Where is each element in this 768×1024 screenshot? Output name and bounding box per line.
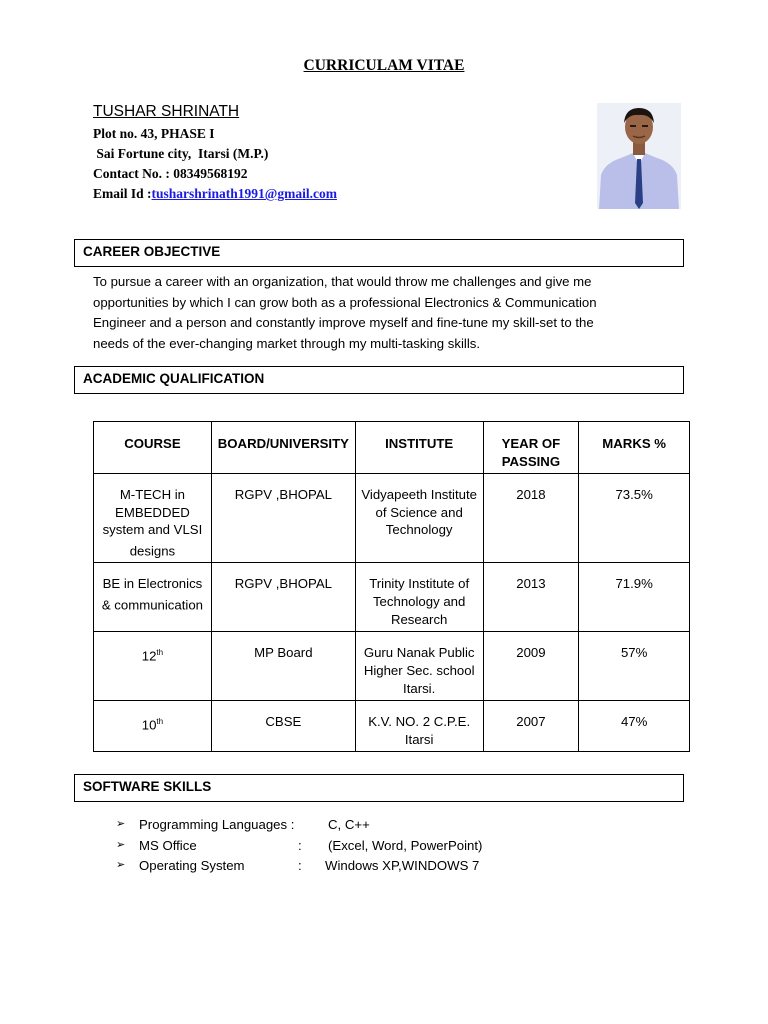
cell-institute: Guru Nanak Public Higher Sec. school Itarsi. bbox=[355, 632, 483, 701]
header-institute: INSTITUTE bbox=[355, 422, 483, 474]
header-marks: MARKS % bbox=[579, 422, 690, 474]
cell-marks: 71.9% bbox=[579, 563, 690, 632]
cell-board: MP Board bbox=[211, 632, 355, 701]
email-label: Email Id : bbox=[93, 186, 152, 201]
cell-institute: Vidyapeeth Institute of Science and Technology bbox=[355, 474, 483, 563]
software-skills-heading: SOFTWARE SKILLS bbox=[74, 774, 684, 802]
profile-photo-icon bbox=[597, 103, 681, 209]
table-row bbox=[94, 563, 690, 632]
skill-colon: : bbox=[298, 837, 302, 853]
qualification-table bbox=[93, 421, 690, 752]
cell-year: 2013 bbox=[483, 563, 579, 632]
cell-marks: 57% bbox=[579, 632, 690, 701]
objective-line: To pursue a career with an organization, that would throw me challenges and give me bbox=[93, 274, 592, 289]
cell-course: 10th bbox=[94, 701, 212, 751]
cell-marks: 73.5% bbox=[579, 474, 690, 563]
skill-value: (Excel, Word, PowerPoint) bbox=[328, 837, 483, 853]
contact-label: Contact No. : bbox=[93, 166, 174, 181]
header-board: BOARD/UNIVERSITY bbox=[211, 422, 355, 474]
cell-board: RGPV ,BHOPAL bbox=[211, 474, 355, 563]
cell-institute: Trinity Institute of Technology and Research bbox=[355, 563, 483, 632]
objective-line: opportunities by which I can grow both as a professional Electronics & Communication bbox=[93, 294, 597, 310]
arrow-bullet-icon: ➢ bbox=[116, 818, 126, 830]
cell-board: CBSE bbox=[211, 701, 355, 751]
career-objective-heading: CAREER OBJECTIVE bbox=[74, 239, 684, 267]
profile-photo bbox=[597, 103, 681, 209]
email-link[interactable]: tusharshrinath1991@gmail.com bbox=[151, 186, 337, 201]
cell-year: 2018 bbox=[483, 474, 579, 563]
cell-course: BE in Electronics & communication bbox=[94, 563, 212, 632]
cell-year: 2007 bbox=[483, 701, 579, 751]
cell-institute: K.V. NO. 2 C.P.E. Itarsi bbox=[355, 701, 483, 751]
table-row bbox=[94, 632, 690, 701]
address-line-2: Sai Fortune city, Itarsi (M.P.) bbox=[93, 146, 269, 161]
skill-label: Programming Languages : bbox=[139, 817, 295, 832]
cell-year: 2009 bbox=[483, 632, 579, 701]
academic-qualification-heading: ACADEMIC QUALIFICATION bbox=[74, 366, 684, 394]
skill-label: MS Office bbox=[139, 837, 197, 853]
objective-line: Engineer and a person and constantly improve myself and fine-tune my skill-set to the bbox=[93, 315, 594, 331]
career-objective-text bbox=[93, 272, 653, 354]
cell-course: 12th bbox=[94, 632, 212, 701]
skill-label: Operating System bbox=[139, 858, 245, 873]
arrow-bullet-icon: ➢ bbox=[116, 838, 126, 851]
candidate-name: TUSHAR SHRINATH bbox=[93, 103, 240, 120]
email-line bbox=[93, 186, 337, 202]
table-row bbox=[94, 701, 690, 751]
cell-marks: 47% bbox=[579, 701, 690, 751]
header-year: YEAR OF PASSING bbox=[483, 422, 579, 474]
contact-number bbox=[93, 166, 248, 182]
contact-value: 08349568192 bbox=[173, 166, 248, 181]
skill-colon: : bbox=[298, 858, 302, 873]
arrow-bullet-icon: ➢ bbox=[116, 859, 126, 871]
table-header-row bbox=[94, 422, 690, 474]
header-course: COURSE bbox=[94, 422, 212, 474]
cell-course: M-TECH in EMBEDDED system and VLSI designs bbox=[94, 474, 212, 563]
cell-board: RGPV ,BHOPAL bbox=[211, 563, 355, 632]
document-title: CURRICULAM VITAE bbox=[303, 57, 465, 74]
objective-line: needs of the ever-changing market through my multi-tasking skills. bbox=[93, 335, 481, 351]
table-row bbox=[94, 474, 690, 563]
skill-value: C, C++ bbox=[328, 817, 370, 832]
address-line-1: Plot no. 43, PHASE I bbox=[93, 126, 215, 141]
skill-value: Windows XP,WINDOWS 7 bbox=[325, 858, 480, 873]
